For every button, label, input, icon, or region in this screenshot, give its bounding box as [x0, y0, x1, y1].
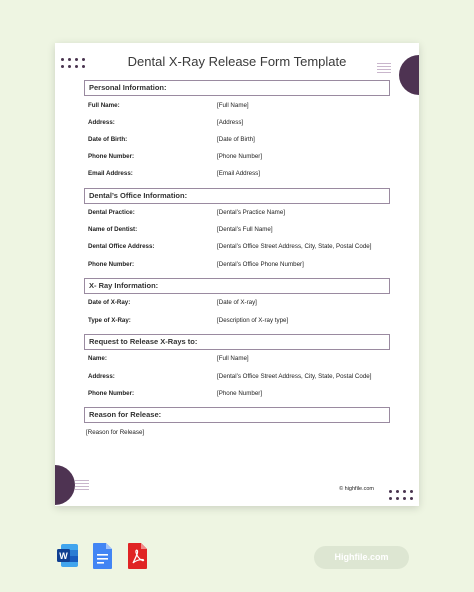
field-value: [Dental’s Full Name] — [217, 226, 273, 233]
field-row — [88, 389, 388, 399]
field-value: [Full Name] — [217, 355, 249, 362]
field-label: Date of X-Ray: — [88, 299, 131, 306]
field-value: [Date of Birth] — [217, 136, 255, 143]
field-label: Phone Number: — [88, 261, 135, 268]
form-title: Dental X-Ray Release Form Template — [127, 54, 347, 69]
word-icon[interactable] — [56, 541, 79, 571]
field-value: [Dental’s Office Street Address, City, State, Postal Code] — [217, 373, 372, 380]
field-label: Phone Number: — [88, 390, 135, 397]
field-label: Phone Number: — [88, 153, 135, 160]
field-label: Name: — [88, 355, 107, 362]
field-value: [Address] — [217, 119, 244, 126]
field-row — [88, 101, 388, 111]
field-row — [88, 316, 388, 326]
field-row — [88, 208, 388, 218]
field-row — [88, 169, 388, 179]
field-value: [Dental’s Office Street Address, City, State, Postal Code] — [217, 243, 372, 250]
field-label: Dental Practice: — [88, 209, 135, 216]
document-page — [55, 43, 419, 506]
section-xray-information: X- Ray Information: — [84, 278, 390, 294]
field-row — [88, 298, 388, 308]
field-value: [Dental’s Practice Name] — [217, 209, 285, 216]
field-label: Address: — [88, 373, 115, 380]
field-row — [88, 225, 388, 235]
pdf-icon[interactable] — [126, 541, 149, 571]
field-value: [Phone Number] — [217, 153, 263, 160]
field-row — [88, 242, 388, 252]
field-row — [88, 135, 388, 145]
field-row — [88, 372, 388, 382]
reason-text: [Reason for Release] — [86, 429, 145, 436]
field-value: [Description of X-ray type] — [217, 317, 289, 324]
decorative-circle-bottom-left — [55, 465, 75, 505]
field-value: [Dental’s Office Phone Number] — [217, 261, 304, 268]
field-label: Full Name: — [88, 102, 120, 109]
section-release-recipient: Request to Release X-Rays to: — [84, 334, 390, 350]
section-reason-for-release: Reason for Release: — [84, 407, 390, 423]
field-value: [Email Address] — [217, 170, 260, 177]
google-docs-icon[interactable] — [91, 541, 114, 571]
field-row — [88, 354, 388, 364]
svg-text:W: W — [59, 551, 68, 561]
field-value: [Full Name] — [217, 102, 249, 109]
field-label: Name of Dentist: — [88, 226, 138, 233]
field-label: Address: — [88, 119, 115, 126]
app-icon-bar — [56, 541, 149, 571]
decorative-lines-bottom — [75, 480, 89, 490]
copyright-text: © highfile.com — [339, 486, 374, 492]
section-personal-information: Personal Information: — [84, 80, 390, 96]
field-label: Email Address: — [88, 170, 133, 177]
dot-pattern-bottom-right — [389, 490, 413, 500]
field-value: [Date of X-ray] — [217, 299, 257, 306]
field-row — [88, 260, 388, 270]
field-label: Dental Office Address: — [88, 243, 155, 250]
brand-badge[interactable]: Highfile.com — [314, 546, 409, 569]
section-office-information: Dental’s Office Information: — [84, 188, 390, 204]
field-label: Type of X-Ray: — [88, 317, 131, 324]
field-row — [88, 118, 388, 128]
field-row — [88, 152, 388, 162]
field-value: [Phone Number] — [217, 390, 263, 397]
field-label: Date of Birth: — [88, 136, 128, 143]
